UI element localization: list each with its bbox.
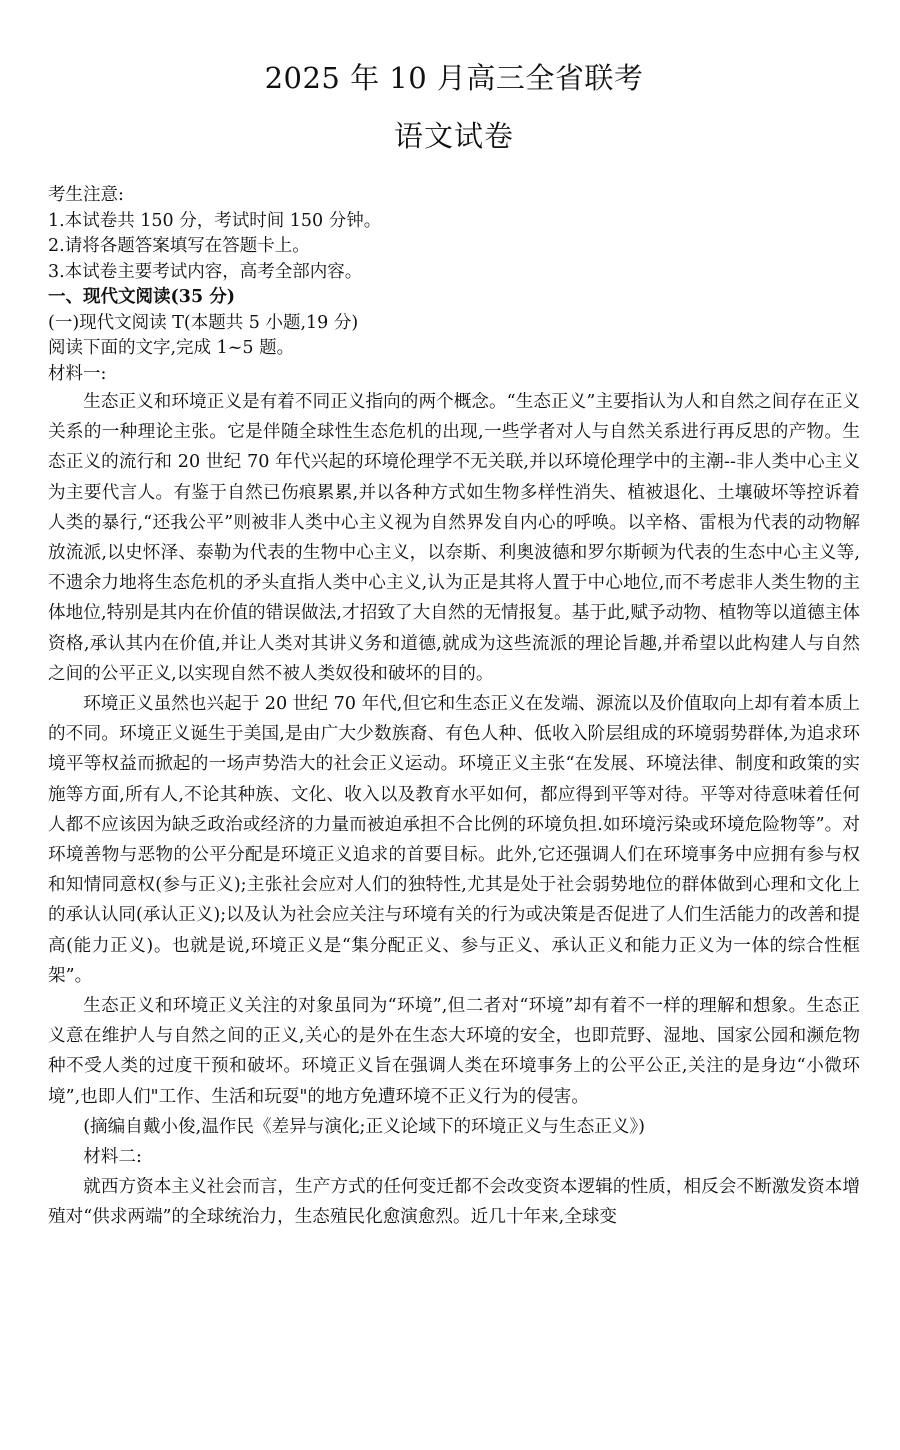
section-instruction: 阅读下面的文字,完成 1~5 题。	[48, 338, 295, 358]
exam-notice	[48, 183, 860, 387]
notice-item: 3.本试卷主要考试内容，高考全部内容。	[48, 261, 363, 282]
material1-label: 材料一:	[48, 363, 107, 384]
section-heading: 一、现代文阅读(35 分)	[48, 287, 236, 307]
material2-label: 材料二:	[83, 1147, 142, 1168]
notice-item: 1.本试卷共 150 分，考试时间 150 分钟。	[48, 210, 382, 231]
exam-title: 2025 年 10 月高三全省联考	[264, 61, 644, 95]
passage-paragraph: 生态正义和环境正义关注的对象虽同为“环境”,但二者对“环境”却有着不一样的理解和想象。生态正义意在维护人与自然之间的正义,关心的是外在生态大环境的安全，也即荒野、湿地、国家公园和濒危物种不受人类的过度干预和破坏。环境正义旨在强调人类在环境事务上的公平公正,关注的是身边“小微环境”,也即人们"工作、生活和玩耍"的地方免遭环境不正义行为的侵害。	[48, 996, 860, 1107]
passage-source: (摘编自戴小俊,温作民《差异与演化;正义论域下的环境正义与生态正义》)	[83, 1116, 646, 1137]
notice-item: 2.请将各题答案填写在答题卡上。	[48, 236, 310, 256]
exam-subtitle: 语文试卷	[393, 119, 514, 153]
passage-paragraph: 生态正义和环境正义是有着不同正义指向的两个概念。“生态正义”主要指认为人和自然之间存在正义关系的一种理论主张。它是伴随全球性生态危机的出现,一些学者对人与自然关系进行再反思的产物。生态正义的流行和 20 世纪 70 年代兴起的环境伦理学不无关联,并以环境伦理学中的主潮--非人类中心主义为主要代言人。有鉴于自然已伤痕累累,并以各种方式如生物多样性消失、植被退化、土壤破坏等控诉着人类的暴行,“还我公平”则被非人类中心主义视为自然界发自内心的呼唤。以辛格、雷根为代表的动物解放流派,以史怀泽、泰勒为代表的生物中心主义，以奈斯、利奥波德和罗尔斯顿为代表的生态中心主义等,不遗余力地将生态危机的矛头直指人类中心主义,认为正是其将人置于中心地位,而不考虑非人类生物的主体地位,特别是其内在价值的错误做法,才招致了大自然的无情报复。基于此,赋予动物、植物等以道德主体资格,承认其内在价值,并让人类对其讲义务和道德,就成为这些流派的理论旨趣,并希望以此构建人与自然之间的公平正义,以实现自然不被人类奴役和破坏的目的。	[48, 392, 860, 684]
passage-paragraph: 就西方资本主义社会而言，生产方式的任何变迁都不会改变资本逻辑的性质，相反会不断激发资本增殖对“供求两端”的全球统治力，生态殖民化愈演愈烈。近几十年来,全球变	[48, 1177, 860, 1228]
section-subheading: (一)现代文阅读 T(本题共 5 小题,19 分)	[48, 312, 359, 333]
passage-paragraph: 环境正义虽然也兴起于 20 世纪 70 年代,但它和生态正义在发端、源流以及价值取向上却有着本质上的不同。环境正义诞生于美国,是由广大少数族裔、有色人种、低收入阶层组成的环境弱势群体,为追求环境平等权益而掀起的一场声势浩大的社会正义运动。环境正义主张“在发展、环境法律、制度和政策的实施等方面,所有人,不论其种族、文化、收入以及教育水平如何，都应得到平等对待。平等对待意味着任何人都不应该因为缺乏政治或经济的力量而被迫承担不合比例的环境负担.如环境污染或环境危险物等”。对环境善物与恶物的公平分配是环境正义追求的首要目标。此外,它还强调人们在环境事务中应拥有参与权和知情同意权(参与正义);主张社会应对人们的独特性,尤其是处于社会弱势地位的群体做到心理和文化上的承认认同(承认正义);以及认为社会应关注与环境有关的行为或决策是否促进了人们生活能力的改善和提高(能力正义)。也就是说,环境正义是“集分配正义、参与正义、承认正义和能力正义为一体的综合性框架”。	[48, 694, 860, 986]
notice-heading: 考生注意:	[48, 185, 124, 205]
reading-passage	[48, 387, 860, 1233]
